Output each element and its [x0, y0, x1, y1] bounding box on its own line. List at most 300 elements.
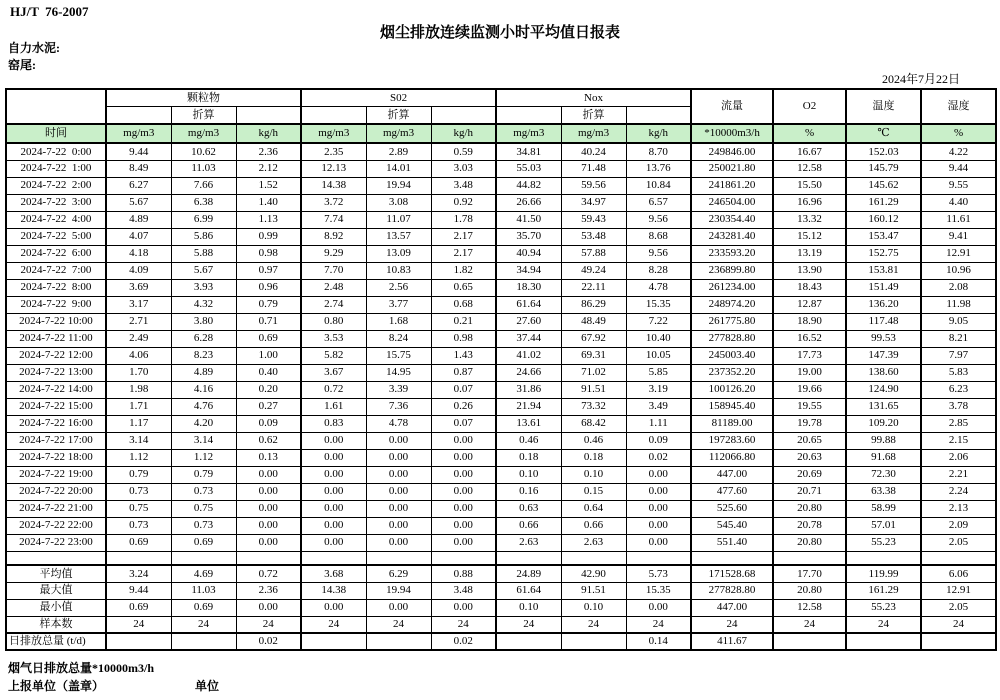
value-cell: 0.07: [431, 381, 496, 398]
value-cell: 411.67: [691, 633, 773, 650]
value-cell: 13.57: [366, 228, 431, 245]
table-row: [6, 517, 996, 534]
value-cell: [846, 633, 921, 650]
zhesuan-label: 折算: [366, 107, 431, 125]
table-row: [6, 228, 996, 245]
value-cell: 477.60: [691, 483, 773, 500]
value-cell: 1.12: [106, 449, 171, 466]
value-cell: 1.70: [106, 364, 171, 381]
value-cell: 48.49: [561, 313, 626, 330]
value-cell: 17.73: [773, 347, 846, 364]
value-cell: 5.67: [106, 194, 171, 211]
value-cell: 3.53: [301, 330, 366, 347]
value-cell: 0.00: [236, 500, 301, 517]
value-cell: 1.68: [366, 313, 431, 330]
group-nox: Nox: [496, 89, 691, 107]
value-cell: 13.61: [496, 415, 561, 432]
value-cell: 0.00: [431, 466, 496, 483]
value-cell: 0.00: [431, 432, 496, 449]
value-cell: 7.22: [626, 313, 691, 330]
row-time: 2024-7-22 19:00: [6, 466, 106, 483]
row-time: 2024-7-22 15:00: [6, 398, 106, 415]
value-cell: 5.82: [301, 347, 366, 364]
value-cell: 14.95: [366, 364, 431, 381]
value-cell: 0.69: [106, 534, 171, 551]
unit-cell: kg/h: [236, 124, 301, 143]
value-cell: 3.93: [171, 279, 236, 296]
value-cell: 2.48: [301, 279, 366, 296]
value-cell: 4.76: [171, 398, 236, 415]
value-cell: 0.79: [236, 296, 301, 313]
table-row: [6, 534, 996, 551]
value-cell: 61.64: [496, 296, 561, 313]
empty-cell: [496, 107, 561, 125]
value-cell: 63.38: [846, 483, 921, 500]
value-cell: 2.12: [236, 160, 301, 177]
value-cell: 8.70: [626, 143, 691, 160]
value-cell: 9.05: [921, 313, 996, 330]
value-cell: 261234.00: [691, 279, 773, 296]
table-row: [6, 347, 996, 364]
unit-cell: mg/m3: [106, 124, 171, 143]
value-cell: 6.38: [171, 194, 236, 211]
value-cell: 9.41: [921, 228, 996, 245]
value-cell: 68.42: [561, 415, 626, 432]
value-cell: 15.35: [626, 582, 691, 599]
value-cell: 24: [431, 616, 496, 633]
value-cell: 131.65: [846, 398, 921, 415]
value-cell: 3.14: [106, 432, 171, 449]
value-cell: 153.81: [846, 262, 921, 279]
value-cell: 152.75: [846, 245, 921, 262]
unit-cell: kg/h: [431, 124, 496, 143]
table-row: [6, 245, 996, 262]
value-cell: 11.98: [921, 296, 996, 313]
value-cell: 34.97: [561, 194, 626, 211]
value-cell: 1.43: [431, 347, 496, 364]
report-title: 烟尘排放连续监测小时平均值日报表: [379, 25, 620, 41]
value-cell: 2.05: [921, 534, 996, 551]
header-row-units: [6, 124, 996, 143]
value-cell: 24.66: [496, 364, 561, 381]
value-cell: 12.58: [773, 599, 846, 616]
value-cell: 0.73: [106, 517, 171, 534]
value-cell: 6.27: [106, 177, 171, 194]
value-cell: 0.16: [496, 483, 561, 500]
value-cell: 4.89: [106, 211, 171, 228]
value-cell: 1.61: [301, 398, 366, 415]
value-cell: 0.10: [561, 599, 626, 616]
table-row: [6, 160, 996, 177]
value-cell: 55.03: [496, 160, 561, 177]
value-cell: 3.48: [431, 177, 496, 194]
value-cell: 24: [496, 616, 561, 633]
value-cell: 0.18: [496, 449, 561, 466]
value-cell: 61.64: [496, 582, 561, 599]
value-cell: 10.05: [626, 347, 691, 364]
value-cell: 2.36: [236, 582, 301, 599]
value-cell: 57.01: [846, 517, 921, 534]
value-cell: 5.85: [626, 364, 691, 381]
report-table: [5, 88, 997, 651]
table-row: [6, 194, 996, 211]
value-cell: 0.73: [106, 483, 171, 500]
value-cell: 11.07: [366, 211, 431, 228]
row-time: 2024-7-22 5:00: [6, 228, 106, 245]
value-cell: 10.83: [366, 262, 431, 279]
value-cell: 24: [691, 616, 773, 633]
value-cell: 10.62: [171, 143, 236, 160]
value-cell: 9.44: [921, 160, 996, 177]
table-row: [6, 551, 996, 565]
value-cell: 0.18: [561, 449, 626, 466]
value-cell: 0.69: [171, 534, 236, 551]
value-cell: 230354.40: [691, 211, 773, 228]
value-cell: 0.99: [236, 228, 301, 245]
value-cell: 15.50: [773, 177, 846, 194]
unit-cell: kg/h: [626, 124, 691, 143]
value-cell: 9.44: [106, 143, 171, 160]
value-cell: 20.71: [773, 483, 846, 500]
value-cell: 0.27: [236, 398, 301, 415]
empty-cell: [6, 551, 106, 565]
value-cell: 8.49: [106, 160, 171, 177]
value-cell: [921, 551, 996, 565]
table-row: [6, 143, 996, 160]
company-label: 自力水泥:: [8, 41, 60, 55]
value-cell: 136.20: [846, 296, 921, 313]
table-row: [6, 415, 996, 432]
value-cell: 241861.20: [691, 177, 773, 194]
empty-cell: [431, 107, 496, 125]
unit-cell: ℃: [846, 124, 921, 143]
value-cell: 13.32: [773, 211, 846, 228]
value-cell: 4.40: [921, 194, 996, 211]
value-cell: 5.83: [921, 364, 996, 381]
value-cell: 8.92: [301, 228, 366, 245]
value-cell: 2.35: [301, 143, 366, 160]
value-cell: 0.69: [236, 330, 301, 347]
value-cell: 12.13: [301, 160, 366, 177]
value-cell: 2.71: [106, 313, 171, 330]
row-time: 2024-7-22 7:00: [6, 262, 106, 279]
value-cell: 13.19: [773, 245, 846, 262]
row-time: 2024-7-22 16:00: [6, 415, 106, 432]
table-row: [6, 466, 996, 483]
value-cell: 4.22: [921, 143, 996, 160]
value-cell: 16.67: [773, 143, 846, 160]
value-cell: 4.78: [366, 415, 431, 432]
value-cell: 40.24: [561, 143, 626, 160]
value-cell: 3.14: [171, 432, 236, 449]
table-row: [6, 616, 996, 633]
value-cell: 0.09: [626, 432, 691, 449]
table-row: [6, 330, 996, 347]
value-cell: 0.00: [366, 599, 431, 616]
value-cell: 4.78: [626, 279, 691, 296]
value-cell: 19.55: [773, 398, 846, 415]
value-cell: 0.73: [171, 483, 236, 500]
value-cell: 42.90: [561, 565, 626, 582]
table-row: [6, 582, 996, 599]
value-cell: 0.00: [301, 432, 366, 449]
empty-cell: [236, 107, 301, 125]
row-time: 2024-7-22 12:00: [6, 347, 106, 364]
table-row: [6, 500, 996, 517]
row-time: 2024-7-22 23:00: [6, 534, 106, 551]
value-cell: 3.39: [366, 381, 431, 398]
value-cell: [496, 633, 561, 650]
table-row: [6, 449, 996, 466]
report-unit-line: [8, 677, 408, 694]
value-cell: 1.00: [236, 347, 301, 364]
value-cell: 18.43: [773, 279, 846, 296]
value-cell: 24.89: [496, 565, 561, 582]
empty-cell: [301, 107, 366, 125]
value-cell: 250021.80: [691, 160, 773, 177]
table-row: [6, 279, 996, 296]
empty-cell: [626, 107, 691, 125]
value-cell: 151.49: [846, 279, 921, 296]
row-time: 2024-7-22 1:00: [6, 160, 106, 177]
value-cell: [301, 551, 366, 565]
report-date: 2024年7月22日: [881, 72, 960, 86]
value-cell: 81189.00: [691, 415, 773, 432]
value-cell: 0.02: [236, 633, 301, 650]
value-cell: 8.68: [626, 228, 691, 245]
table-row: [6, 296, 996, 313]
value-cell: 277828.80: [691, 330, 773, 347]
value-cell: 1.78: [431, 211, 496, 228]
value-cell: [773, 633, 846, 650]
value-cell: 3.68: [301, 565, 366, 582]
value-cell: 2.08: [921, 279, 996, 296]
value-cell: 86.29: [561, 296, 626, 313]
value-cell: 59.43: [561, 211, 626, 228]
value-cell: 12.58: [773, 160, 846, 177]
value-cell: 3.80: [171, 313, 236, 330]
value-cell: 117.48: [846, 313, 921, 330]
table-row: [6, 211, 996, 228]
value-cell: 0.00: [431, 517, 496, 534]
value-cell: 41.50: [496, 211, 561, 228]
value-cell: 0.00: [366, 534, 431, 551]
value-cell: 0.73: [171, 517, 236, 534]
value-cell: 3.72: [301, 194, 366, 211]
value-cell: 22.11: [561, 279, 626, 296]
value-cell: 0.75: [171, 500, 236, 517]
value-cell: 7.97: [921, 347, 996, 364]
value-cell: 147.39: [846, 347, 921, 364]
value-cell: 34.81: [496, 143, 561, 160]
value-cell: 277828.80: [691, 582, 773, 599]
value-cell: 0.00: [301, 466, 366, 483]
value-cell: 0.07: [431, 415, 496, 432]
summary-label: 最小值: [6, 599, 106, 616]
value-cell: 4.20: [171, 415, 236, 432]
value-cell: 8.24: [366, 330, 431, 347]
value-cell: 99.53: [846, 330, 921, 347]
value-cell: 0.26: [431, 398, 496, 415]
summary-label: 最大值: [6, 582, 106, 599]
value-cell: 160.12: [846, 211, 921, 228]
value-cell: 18.30: [496, 279, 561, 296]
value-cell: 20.69: [773, 466, 846, 483]
value-cell: 24: [773, 616, 846, 633]
value-cell: 171528.68: [691, 565, 773, 582]
value-cell: 2.85: [921, 415, 996, 432]
value-cell: 1.98: [106, 381, 171, 398]
unit-cell: *10000m3/h: [691, 124, 773, 143]
value-cell: 5.73: [626, 565, 691, 582]
value-cell: 0.00: [301, 500, 366, 517]
value-cell: 1.40: [236, 194, 301, 211]
value-cell: 3.77: [366, 296, 431, 313]
table-row: [6, 177, 996, 194]
value-cell: 24: [846, 616, 921, 633]
value-cell: 4.89: [171, 364, 236, 381]
row-time: 2024-7-22 14:00: [6, 381, 106, 398]
value-cell: 3.24: [106, 565, 171, 582]
summary-label: 平均值: [6, 565, 106, 582]
row-time: 2024-7-22 6:00: [6, 245, 106, 262]
value-cell: 245003.40: [691, 347, 773, 364]
row-time: 2024-7-22 22:00: [6, 517, 106, 534]
value-cell: 0.15: [561, 483, 626, 500]
value-cell: 9.56: [626, 245, 691, 262]
value-cell: 0.98: [431, 330, 496, 347]
value-cell: 0.00: [431, 500, 496, 517]
value-cell: 119.99: [846, 565, 921, 582]
reporting-unit-label: 上报单位（盖章）: [8, 679, 105, 693]
value-cell: 24: [236, 616, 301, 633]
value-cell: 6.28: [171, 330, 236, 347]
value-cell: 13.09: [366, 245, 431, 262]
value-cell: 525.60: [691, 500, 773, 517]
value-cell: 0.63: [496, 500, 561, 517]
value-cell: 2.63: [561, 534, 626, 551]
value-cell: 233593.20: [691, 245, 773, 262]
empty-cell: [106, 107, 171, 125]
value-cell: 0.00: [301, 483, 366, 500]
value-cell: 145.79: [846, 160, 921, 177]
unit-cell: mg/m3: [366, 124, 431, 143]
value-cell: 71.02: [561, 364, 626, 381]
value-cell: 26.66: [496, 194, 561, 211]
value-cell: 14.01: [366, 160, 431, 177]
value-cell: 3.08: [366, 194, 431, 211]
table-row: [6, 483, 996, 500]
flow-header: 流量: [691, 89, 773, 124]
zhesuan-label: 折算: [171, 107, 236, 125]
unit-cell: mg/m3: [301, 124, 366, 143]
value-cell: 5.88: [171, 245, 236, 262]
value-cell: 1.52: [236, 177, 301, 194]
value-cell: 17.70: [773, 565, 846, 582]
value-cell: 8.28: [626, 262, 691, 279]
value-cell: 55.23: [846, 599, 921, 616]
value-cell: [106, 551, 171, 565]
value-cell: 20.80: [773, 500, 846, 517]
value-cell: [171, 551, 236, 565]
row-time: 2024-7-22 20:00: [6, 483, 106, 500]
value-cell: 15.12: [773, 228, 846, 245]
value-cell: 4.16: [171, 381, 236, 398]
value-cell: 0.10: [561, 466, 626, 483]
value-cell: 20.65: [773, 432, 846, 449]
value-cell: 0.00: [626, 534, 691, 551]
value-cell: 0.00: [626, 500, 691, 517]
value-cell: 0.87: [431, 364, 496, 381]
value-cell: 0.00: [301, 534, 366, 551]
value-cell: 12.91: [921, 582, 996, 599]
value-cell: 4.18: [106, 245, 171, 262]
summary-label: 样本数: [6, 616, 106, 633]
value-cell: 10.96: [921, 262, 996, 279]
value-cell: 7.36: [366, 398, 431, 415]
value-cell: [496, 551, 561, 565]
value-cell: 13.90: [773, 262, 846, 279]
value-cell: 0.69: [171, 599, 236, 616]
value-cell: 545.40: [691, 517, 773, 534]
value-cell: 0.66: [496, 517, 561, 534]
value-cell: [773, 551, 846, 565]
value-cell: 57.88: [561, 245, 626, 262]
table-row: [6, 313, 996, 330]
value-cell: 53.48: [561, 228, 626, 245]
value-cell: 0.00: [366, 466, 431, 483]
value-cell: 3.78: [921, 398, 996, 415]
value-cell: 24: [626, 616, 691, 633]
table-row: [6, 565, 996, 582]
value-cell: 0.00: [366, 449, 431, 466]
location-label: 窑尾:: [8, 58, 36, 72]
value-cell: 161.29: [846, 194, 921, 211]
value-cell: 0.40: [236, 364, 301, 381]
value-cell: 6.06: [921, 565, 996, 582]
row-time: 2024-7-22 18:00: [6, 449, 106, 466]
group-particulate: 颗粒物: [106, 89, 301, 107]
value-cell: [171, 633, 236, 650]
value-cell: 0.00: [626, 599, 691, 616]
value-cell: 153.47: [846, 228, 921, 245]
value-cell: 8.23: [171, 347, 236, 364]
value-cell: [366, 551, 431, 565]
value-cell: 12.91: [921, 245, 996, 262]
table-row: [6, 398, 996, 415]
value-cell: 35.70: [496, 228, 561, 245]
value-cell: [431, 551, 496, 565]
value-cell: 0.71: [236, 313, 301, 330]
value-cell: 109.20: [846, 415, 921, 432]
value-cell: 261775.80: [691, 313, 773, 330]
value-cell: 0.00: [431, 534, 496, 551]
value-cell: 44.82: [496, 177, 561, 194]
value-cell: 19.94: [366, 582, 431, 599]
value-cell: 24: [921, 616, 996, 633]
value-cell: [561, 551, 626, 565]
value-cell: 3.03: [431, 160, 496, 177]
value-cell: 2.06: [921, 449, 996, 466]
value-cell: 0.75: [106, 500, 171, 517]
table-row: [6, 262, 996, 279]
value-cell: 55.23: [846, 534, 921, 551]
value-cell: 0.72: [301, 381, 366, 398]
value-cell: [691, 551, 773, 565]
value-cell: 91.51: [561, 381, 626, 398]
value-cell: 0.10: [496, 466, 561, 483]
value-cell: 3.19: [626, 381, 691, 398]
